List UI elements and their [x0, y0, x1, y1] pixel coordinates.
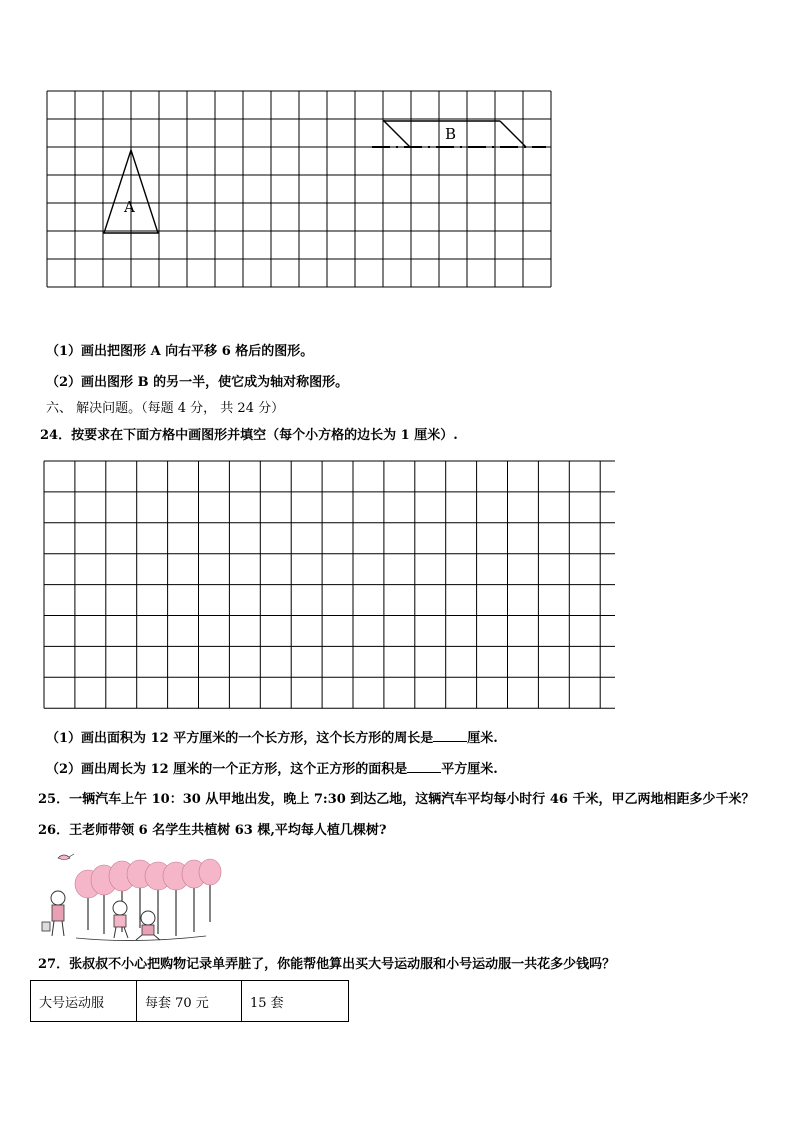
- q24-part1-unit: 厘米.: [467, 731, 498, 746]
- shape-a-label: A: [124, 198, 135, 216]
- grid-figure-1: [46, 90, 554, 292]
- table-row: [31, 981, 349, 1022]
- answer-blank-area[interactable]: [407, 760, 441, 773]
- table-cell-price: 每套 70 元: [137, 981, 242, 1022]
- section-six-heading: 六、 解决问题。（每题 4 分， 共 24 分）: [46, 401, 285, 416]
- q24-part2-unit: 平方厘米.: [441, 762, 498, 777]
- q24-part2-text: （2）画出周长为 12 厘米的一个正方形，这个正方形的面积是: [46, 762, 408, 777]
- q24-part2: [46, 760, 498, 778]
- table-cell-item: 大号运动服: [31, 981, 137, 1022]
- shopping-record-table: [30, 980, 349, 1022]
- q27-prompt: 27．张叔叔不小心把购物记录单弄脏了，你能帮他算出买大号运动服和小号运动服一共花多少钱吗？: [38, 957, 616, 972]
- ground: [76, 936, 206, 941]
- table-cell-quantity: 15 套: [242, 981, 349, 1022]
- q24-prompt: 24．按要求在下面方格中画图形并填空（每个小方格的边长为 1 厘米）.: [40, 428, 458, 443]
- half-shape-b: [372, 120, 546, 147]
- shape-b-label: B: [445, 125, 457, 143]
- q24-part1: [46, 729, 498, 747]
- answer-blank-perimeter[interactable]: [433, 729, 467, 742]
- q24-part1-text: （1）画出面积为 12 平方厘米的一个长方形，这个长方形的周长是: [46, 731, 434, 746]
- tree-planting-illustration: [36, 852, 222, 944]
- q26-prompt: 26．王老师带领 6 名学生共植树 63 棵,平均每人植几棵树?: [38, 823, 387, 838]
- q23-part2: （2）画出图形 B 的另一半，使它成为轴对称图形。: [46, 375, 349, 390]
- q23-part1: （1）画出把图形 A 向右平移 6 格后的图形。: [46, 344, 314, 359]
- child-figure-middle: [113, 901, 128, 938]
- bird-icon: [58, 854, 74, 860]
- child-figure-left: [42, 891, 65, 936]
- q25-prompt: 25．一辆汽车上午 10：30 从甲地出发，晚上 7:30 到达乙地，这辆汽车平均每小时行 46 千米，甲乙两地相距多少千米？: [38, 792, 755, 807]
- grid-figure-2: [43, 460, 615, 710]
